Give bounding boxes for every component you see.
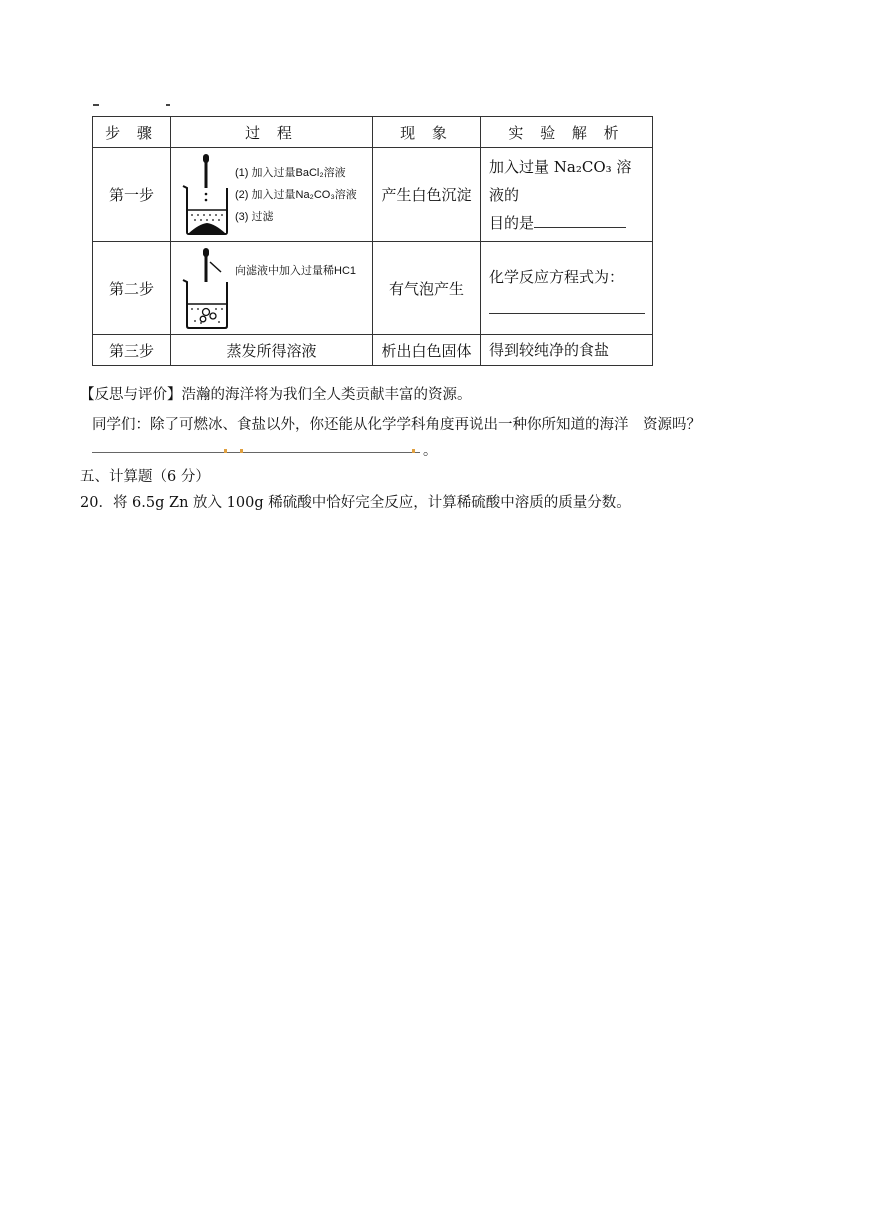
note-add-na2co3: (2) 加入过量Na₂CO₃溶液 bbox=[235, 189, 357, 201]
end-mark: 。 bbox=[423, 443, 437, 459]
mark bbox=[224, 449, 227, 453]
crop-mark bbox=[93, 104, 99, 106]
header-analysis: 实 验 解 析 bbox=[481, 117, 653, 148]
equation-blank[interactable] bbox=[489, 295, 645, 314]
answer-line[interactable] bbox=[92, 452, 420, 453]
analysis-text: 化学反应方程式为： bbox=[489, 267, 625, 286]
header-process: 过 程 bbox=[171, 117, 373, 148]
mark bbox=[240, 449, 243, 453]
analysis-text: 加入过量 Na₂CO₃ 溶液的 bbox=[489, 157, 632, 204]
process-cell bbox=[171, 242, 373, 335]
mark bbox=[412, 449, 415, 453]
table-header-row bbox=[93, 117, 653, 148]
table-row bbox=[93, 335, 653, 366]
note-filter: (3) 过滤 bbox=[235, 211, 274, 223]
section5-heading: 五、计算题（6 分） bbox=[80, 469, 210, 485]
process-cell bbox=[171, 148, 373, 242]
step-label: 第三步 bbox=[93, 335, 171, 366]
process-notes bbox=[235, 162, 357, 228]
phenomenon-cell: 产生白色沉淀 bbox=[373, 148, 481, 242]
process-cell: 蒸发所得溶液 bbox=[171, 335, 373, 366]
reflection-question: 同学们：除了可燃冰、食盐以外，你还能从化学学科角度再说出一种你所知道的海洋 资源吗？ bbox=[92, 417, 701, 433]
note-add-bacl2: (1) 加入过量BaCl₂溶液 bbox=[235, 167, 346, 179]
step-label: 第二步 bbox=[93, 242, 171, 335]
reflection-title: 【反思与评价】浩瀚的海洋将为我们全人类贡献丰富的资源。 bbox=[80, 387, 472, 403]
header-step: 步 骤 bbox=[93, 117, 171, 148]
beaker-bubbles-icon bbox=[177, 246, 235, 332]
question-20: 20．将 6.5g Zn 放入 100g 稀硫酸中恰好完全反应，计算稀硫酸中溶质的质量分数。 bbox=[80, 495, 631, 511]
analysis-cell bbox=[481, 148, 653, 242]
phenomenon-cell: 有气泡产生 bbox=[373, 242, 481, 335]
answer-blank[interactable] bbox=[534, 213, 626, 228]
analysis-purpose-label: 目的是 bbox=[489, 213, 535, 232]
table-row bbox=[93, 242, 653, 335]
experiment-table bbox=[92, 116, 653, 366]
beaker-precipitate-icon bbox=[177, 152, 235, 238]
crop-mark bbox=[166, 104, 170, 106]
step-label: 第一步 bbox=[93, 148, 171, 242]
analysis-cell bbox=[481, 242, 653, 335]
header-phenomenon: 现 象 bbox=[373, 117, 481, 148]
table-row bbox=[93, 148, 653, 242]
note-add-hcl: 向滤液中加入过量稀HC1 bbox=[235, 265, 357, 277]
analysis-cell: 得到较纯净的食盐 bbox=[481, 335, 653, 366]
phenomenon-cell: 析出白色固体 bbox=[373, 335, 481, 366]
